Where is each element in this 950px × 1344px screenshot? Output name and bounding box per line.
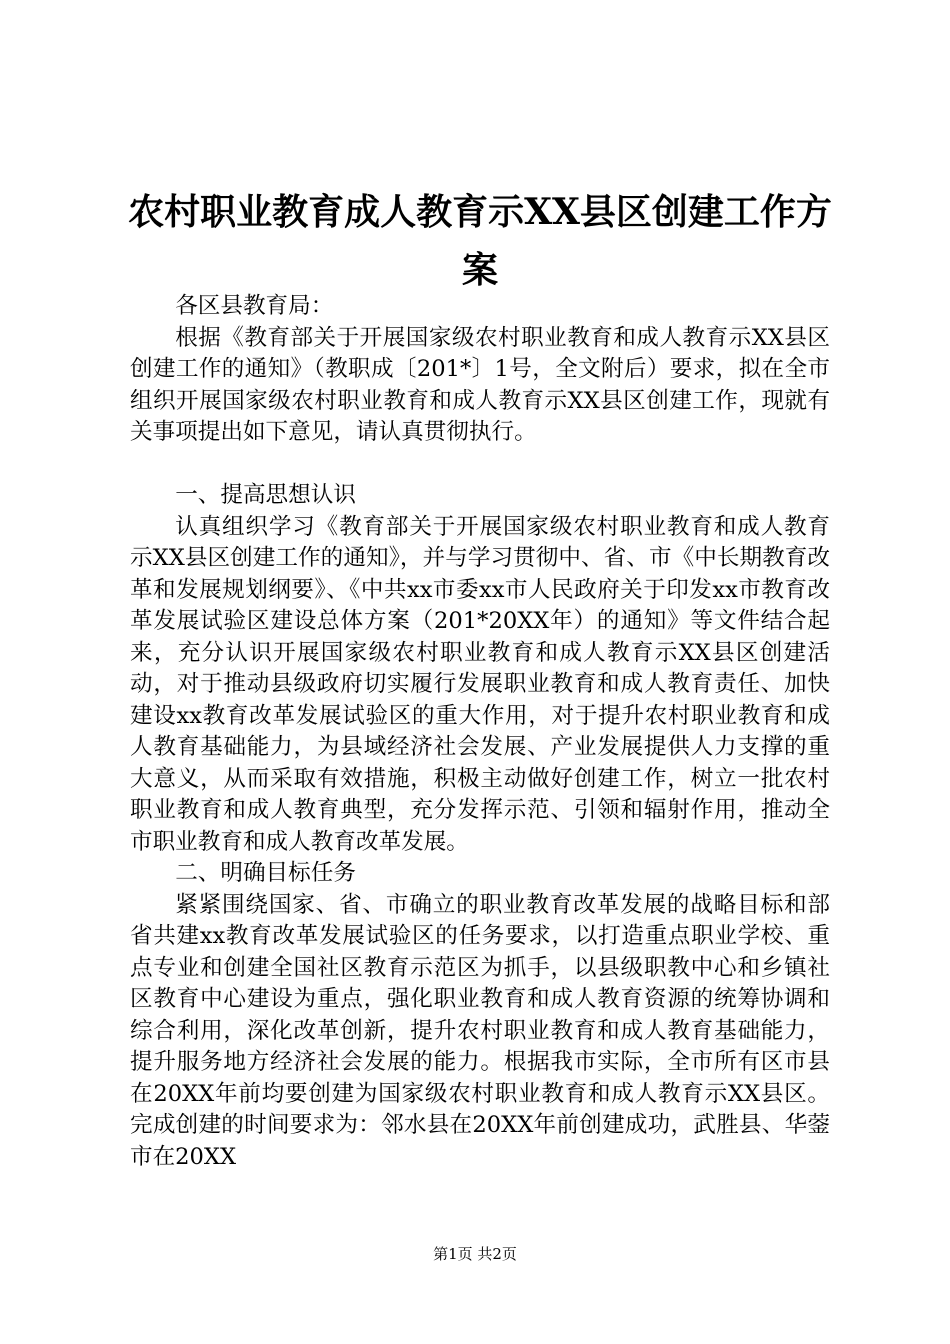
document-body xyxy=(130,291,830,1173)
section2-paragraph: 紧紧围绕国家、省、市确立的职业教育改革发展的战略目标和部省共建xx教育改革发展试验区的任务要求，以打造重点职业学校、重点专业和创建全国社区教育示范区为抓手，以县级职教中心和乡镇社区教育中心建设为重点，强化职业教育和成人教育资源的统筹协调和综合利用，深化改革创新，提升农村职业教育和成人教育基础能力，提升服务地方经济社会发展的能力。根据我市实际，全市所有区市县在20XX年前均要创建为国家级农村职业教育和成人教育示XX县区。完成创建的时间要求为：邻水县在20XX年前创建成功，武胜县、华蓥市在20XX xyxy=(130,891,830,1170)
section1-heading: 一、提高思想认识 xyxy=(175,482,356,508)
section2-heading: 二、明确目标任务 xyxy=(175,860,356,886)
document-title: 农村职业教育成人教育示XX县区创建工作方案 xyxy=(128,191,832,291)
intro-paragraph: 根据《教育部关于开展国家级农村职业教育和成人教育示XX县区创建工作的通知》（教职成〔201*〕1号，全文附后）要求，拟在全市组织开展国家级农村职业教育和成人教育示XX县区创建工作，现就有关事项提出如下意见，请认真贯彻执行。 xyxy=(130,324,830,445)
section1-paragraph: 认真组织学习《教育部关于开展国家级农村职业教育和成人教育示XX县区创建工作的通知》，并与学习贯彻中、省、市《中长期教育改革和发展规划纲要》、《中共xx市委xx市人民政府关于印发xx市教育改革发展试验区建设总体方案（201*20XX年）的通知》等文件结合起来，充分认识开展国家级农村职业教育和成人教育示XX县区创建活动，对于推动县级政府切实履行发展职业教育和成人教育责任、加快建设xx教育改革发展试验区的重大作用，对于提升农村职业教育和成人教育基础能力，为县域经济社会发展、产业发展提供人力支撑的重大意义，从而采取有效措施，积极主动做好创建工作，树立一批农村职业教育和成人教育典型，充分发挥示范、引领和辐射作用，推动全市职业教育和成人教育改革发展。 xyxy=(130,513,830,855)
salutation: 各区县教育局： xyxy=(175,293,334,319)
page-footer: 第1页 共2页 xyxy=(433,1245,517,1263)
paragraph-gap xyxy=(130,449,830,481)
